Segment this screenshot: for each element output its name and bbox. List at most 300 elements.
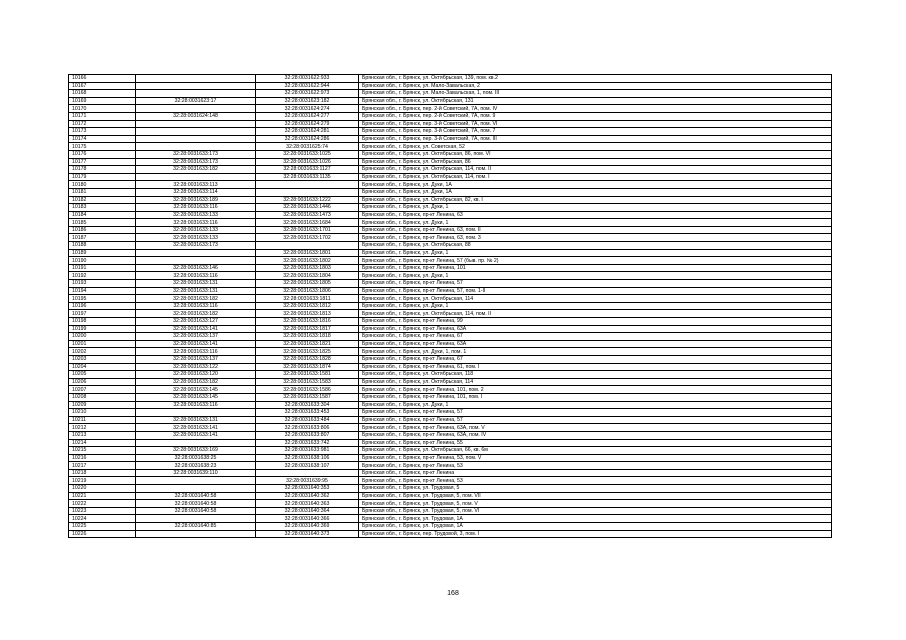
row-number-cell: 10203 [69,355,136,363]
row-number-cell: 10222 [69,500,136,508]
row-number-cell: 10221 [69,492,136,500]
address-cell: Брянская обл., г. Брянск, ул. Мало-Завальская, 2 [359,82,832,90]
address-cell: Брянская обл., г. Брянск, ул. Октябрьская, 114, пом. II [359,166,832,174]
table-row [69,333,832,341]
object-number-cell: 32:28:0031633:807 [256,431,359,439]
row-number-cell: 10190 [69,257,136,265]
object-number-cell: 32:28:0031633:1812 [256,302,359,310]
row-number-cell: 10214 [69,439,136,447]
row-number-cell: 10188 [69,242,136,250]
row-number-cell: 10180 [69,181,136,189]
object-number-cell: 32:28:0031633:1473 [256,211,359,219]
row-number-cell: 10199 [69,325,136,333]
parcel-number-cell: 32:28:0031633:131 [136,416,256,424]
address-cell: Брянская обл., г. Брянск, пр-кт Ленина, 101, пом. I [359,393,832,401]
row-number-cell: 10200 [69,333,136,341]
row-number-cell: 10168 [69,90,136,98]
parcel-number-cell: 32:28:0031623:17 [136,97,256,105]
table-row [69,166,832,174]
address-cell: Брянская обл., г. Брянск, ул. Советская, 52 [359,143,832,151]
object-number-cell: 32:28:0031633:304 [256,401,359,409]
address-cell: Брянская обл., г. Брянск, пр-кт Ленина, 99 [359,318,832,326]
row-number-cell: 10207 [69,386,136,394]
parcel-number-cell: 32:28:0031633:116 [136,348,256,356]
parcel-number-cell: 32:28:0031633:127 [136,318,256,326]
parcel-number-cell: 32:28:0031633:116 [136,302,256,310]
address-cell: Брянская обл., г. Брянск, ул. Октябрьская, 86, пом. VI [359,150,832,158]
parcel-number-cell [136,90,256,98]
parcel-number-cell: 32:28:0031633:116 [136,272,256,280]
table-row [69,150,832,158]
address-cell: Брянская обл., г. Брянск, ул. Октябрьская, 114 [359,295,832,303]
row-number-cell: 10223 [69,507,136,515]
object-number-cell: 32:28:0031640:366 [256,515,359,523]
parcel-number-cell: 32:28:0031633:133 [136,211,256,219]
table-row [69,393,832,401]
object-number-cell: 32:28:0031622:933 [256,75,359,83]
table-row [69,97,832,105]
row-number-cell: 10195 [69,295,136,303]
table-row [69,371,832,379]
row-number-cell: 10224 [69,515,136,523]
row-number-cell: 10182 [69,196,136,204]
address-cell: Брянская обл., г. Брянск, ул. Октябрьская, 88 [359,242,832,250]
parcel-number-cell [136,143,256,151]
parcel-number-cell: 32:28:0031633:182 [136,295,256,303]
table-row [69,507,832,515]
address-cell: Брянская обл., г. Брянск, пр-кт Ленина, 63А [359,340,832,348]
table-row [69,112,832,120]
parcel-number-cell: 32:28:0031633:141 [136,325,256,333]
address-cell: Брянская обл., г. Брянск, ул. Трудовая, 5 [359,485,832,493]
parcel-number-cell: 32:28:0031633:137 [136,355,256,363]
parcel-number-cell: 32:28:0031638:23 [136,462,256,470]
table-row [69,386,832,394]
address-cell: Брянская обл., г. Брянск, ул. Дуки, 1 [359,219,832,227]
object-number-cell: 32:28:0031633:1801 [256,249,359,257]
object-number-cell: 32:28:0031633:1821 [256,340,359,348]
parcel-number-cell: 32:28:0031633:173 [136,242,256,250]
row-number-cell: 10198 [69,318,136,326]
table-row [69,409,832,417]
address-cell: Брянская обл., г. Брянск, ул. Трудовая, 5, пом. VI [359,507,832,515]
address-cell: Брянская обл., г. Брянск, пр-кт Ленина, 55 [359,439,832,447]
parcel-number-cell: 32:28:0031633:189 [136,196,256,204]
address-cell: Брянская обл., г. Брянск, пер. 2-й Советский, 7А, пом. 9 [359,112,832,120]
object-number-cell: 32:28:0031640:362 [256,492,359,500]
object-number-cell: 32:28:0031624:281 [256,128,359,136]
row-number-cell: 10192 [69,272,136,280]
row-number-cell: 10177 [69,158,136,166]
parcel-number-cell: 32:28:0031633:113 [136,181,256,189]
row-number-cell: 10218 [69,469,136,477]
object-number-cell: 32:28:0031639:95 [256,477,359,485]
address-cell: Брянская обл., г. Брянск, пр-кт Ленина, 61, пом. I [359,363,832,371]
object-number-cell: 32:28:0031633:1874 [256,363,359,371]
parcel-number-cell: 32:28:0031640:58 [136,492,256,500]
parcel-number-cell: 32:28:0031639:110 [136,469,256,477]
object-number-cell: 32:28:0031633:1813 [256,310,359,318]
parcel-number-cell: 32:28:0031633:137 [136,333,256,341]
row-number-cell: 10212 [69,424,136,432]
parcel-number-cell [136,409,256,417]
object-number-cell: 32:28:0031633:453 [256,409,359,417]
row-number-cell: 10206 [69,378,136,386]
parcel-number-cell: 32:28:0031633:182 [136,166,256,174]
address-cell: Брянская обл., г. Брянск, ул. Октябрьская, 139, пом. кв.2 [359,75,832,83]
table-row [69,120,832,128]
row-number-cell: 10208 [69,393,136,401]
address-cell: Брянская обл., г. Брянск, пр-кт Ленина, 101 [359,264,832,272]
row-number-cell: 10201 [69,340,136,348]
row-number-cell: 10178 [69,166,136,174]
object-number-cell: 32:28:0031633:1816 [256,318,359,326]
row-number-cell: 10185 [69,219,136,227]
row-number-cell: 10209 [69,401,136,409]
address-cell: Брянская обл., г. Брянск, ул. Трудовая, 5, пом. VII [359,492,832,500]
address-cell: Брянская обл., г. Брянск, пр-кт Ленина, 57 [359,416,832,424]
row-number-cell: 10205 [69,371,136,379]
row-number-cell: 10172 [69,120,136,128]
registry-table [68,74,832,538]
object-number-cell: 32:28:0031633:1581 [256,371,359,379]
parcel-number-cell: 32:28:0031633:182 [136,310,256,318]
parcel-number-cell [136,249,256,257]
table-row [69,492,832,500]
object-number-cell: 32:28:0031633:1135 [256,173,359,181]
parcel-number-cell: 32:28:0031633:182 [136,378,256,386]
object-number-cell: 32:28:0031633:742 [256,439,359,447]
row-number-cell: 10181 [69,188,136,196]
parcel-number-cell: 32:28:0031633:114 [136,188,256,196]
row-number-cell: 10215 [69,447,136,455]
table-row [69,82,832,90]
row-number-cell: 10204 [69,363,136,371]
address-cell: Брянская обл., г. Брянск, пр-кт Ленина, 63А, пом. IV [359,431,832,439]
row-number-cell: 10191 [69,264,136,272]
address-cell: Брянская обл., г. Брянск, ул. Дуки, 1 [359,204,832,212]
table-row [69,234,832,242]
table-row [69,211,832,219]
parcel-number-cell: 32:28:0031633:141 [136,431,256,439]
parcel-number-cell: 32:28:0031640:85 [136,523,256,531]
table-row [69,424,832,432]
object-number-cell: 32:28:0031640:364 [256,507,359,515]
row-number-cell: 10176 [69,150,136,158]
table-row [69,462,832,470]
object-number-cell: 32:28:0031633:1026 [256,158,359,166]
object-number-cell: 32:28:0031633:1702 [256,234,359,242]
address-cell: Брянская обл., г. Брянск, пр-кт Ленина, 57 (быв. пр. № 2) [359,257,832,265]
object-number-cell: 32:28:0031633:1025 [256,150,359,158]
parcel-number-cell: 32:28:0031633:146 [136,264,256,272]
table-row [69,340,832,348]
parcel-number-cell: 32:28:0031633:145 [136,393,256,401]
parcel-number-cell: 32:28:0031633:133 [136,234,256,242]
row-number-cell: 10171 [69,112,136,120]
object-number-cell: 32:28:0031624:277 [256,112,359,120]
address-cell: Брянская обл., г. Брянск, ул. Октябрьская, 114, пом. I [359,173,832,181]
object-number-cell: 32:28:0031633:1806 [256,287,359,295]
parcel-number-cell: 32:28:0031633:116 [136,204,256,212]
address-cell: Брянская обл., г. Брянск, пер. 3-й Советский, 7А, пом. III [359,135,832,143]
object-number-cell: 32:28:0031633:981 [256,447,359,455]
object-number-cell: 32:28:0031625:74 [256,143,359,151]
table-row [69,310,832,318]
address-cell: Брянская обл., г. Брянск, ул. Дуки, 1 [359,302,832,310]
parcel-number-cell: 32:28:0031633:173 [136,158,256,166]
object-number-cell [256,181,359,189]
parcel-number-cell [136,477,256,485]
table-row [69,500,832,508]
row-number-cell: 10217 [69,462,136,470]
object-number-cell: 32:28:0031633:1828 [256,355,359,363]
parcel-number-cell: 32:28:0031633:131 [136,287,256,295]
row-number-cell: 10225 [69,523,136,531]
parcel-number-cell [136,105,256,113]
address-cell: Брянская обл., г. Брянск, пр-кт Ленина, 67 [359,355,832,363]
parcel-number-cell: 32:28:0031633:141 [136,424,256,432]
object-number-cell: 32:28:0031633:1811 [256,295,359,303]
parcel-number-cell: 32:28:0031633:116 [136,219,256,227]
table-row [69,378,832,386]
table-row [69,128,832,136]
parcel-number-cell [136,439,256,447]
address-cell: Брянская обл., г. Брянск, пр-кт Ленина, 53 [359,477,832,485]
parcel-number-cell [136,75,256,83]
address-cell: Брянская обл., г. Брянск, ул. Дуки, 1 [359,401,832,409]
table-row [69,280,832,288]
parcel-number-cell: 32:28:0031638:25 [136,454,256,462]
address-cell: Брянская обл., г. Брянск, ул. Трудовая, 5, пом. V [359,500,832,508]
object-number-cell: 32:28:0031640:373 [256,530,359,538]
table-row [69,469,832,477]
address-cell: Брянская обл., г. Брянск, ул. Дуки, 1А [359,181,832,189]
address-cell: Брянская обл., г. Брянск, пер. 3-й Советский, 7А, пом. VI [359,120,832,128]
table-row [69,477,832,485]
parcel-number-cell: 32:28:0031640:58 [136,507,256,515]
row-number-cell: 10166 [69,75,136,83]
address-cell: Брянская обл., г. Брянск, пер. 3-й Советский, 7А, пом. 7 [359,128,832,136]
object-number-cell: 32:28:0031633:1127 [256,166,359,174]
address-cell: Брянская обл., г. Брянск, ул. Октябрьская, 114 [359,378,832,386]
row-number-cell: 10169 [69,97,136,105]
row-number-cell: 10173 [69,128,136,136]
row-number-cell: 10220 [69,485,136,493]
address-cell: Брянская обл., г. Брянск, ул. Дуки, 1 [359,249,832,257]
object-number-cell: 32:28:0031622:944 [256,82,359,90]
row-number-cell: 10196 [69,302,136,310]
object-number-cell: 32:28:0031640:353 [256,485,359,493]
table-row [69,257,832,265]
table-row [69,287,832,295]
table-row [69,454,832,462]
table-row [69,530,832,538]
address-cell: Брянская обл., г. Брянск, пр-кт Ленина, 63 [359,211,832,219]
parcel-number-cell: 32:28:0031633:131 [136,280,256,288]
object-number-cell: 32:28:0031624:286 [256,135,359,143]
table-row [69,348,832,356]
table-row [69,318,832,326]
table-row [69,143,832,151]
table-row [69,485,832,493]
address-cell: Брянская обл., г. Брянск, пер. 2-й Советский, 7А, пом. IV [359,105,832,113]
object-number-cell: 32:28:0031633:1701 [256,226,359,234]
object-number-cell: 32:28:0031623:182 [256,97,359,105]
table-row [69,447,832,455]
object-number-cell: 32:28:0031633:1684 [256,219,359,227]
table-row [69,249,832,257]
parcel-number-cell: 32:28:0031640:58 [136,500,256,508]
address-cell: Брянская обл., г. Брянск, пр-кт Ленина, 63А, пом. V [359,424,832,432]
parcel-number-cell [136,515,256,523]
row-number-cell: 10174 [69,135,136,143]
address-cell: Брянская обл., г. Брянск, ул. Дуки, 1А [359,188,832,196]
address-cell: Брянская обл., г. Брянск, пр-кт Ленина, 67 [359,333,832,341]
table-row [69,204,832,212]
table-row [69,158,832,166]
parcel-number-cell [136,128,256,136]
table-row [69,173,832,181]
address-cell: Брянская обл., г. Брянск, ул. Октябрьская, 82, кв. I [359,196,832,204]
table-row [69,302,832,310]
row-number-cell: 10226 [69,530,136,538]
parcel-number-cell: 32:28:0031633:145 [136,386,256,394]
row-number-cell: 10202 [69,348,136,356]
address-cell: Брянская обл., г. Брянск, ул. Октябрьская, 114, пом. II [359,310,832,318]
table-row [69,181,832,189]
table-row [69,295,832,303]
table-row [69,355,832,363]
registry-table-body [69,75,832,538]
address-cell: Брянская обл., г. Брянск, пер. Трудовой, 3, пом. I [359,530,832,538]
object-number-cell: 32:28:0031633:1222 [256,196,359,204]
row-number-cell: 10184 [69,211,136,219]
object-number-cell: 32:28:0031633:1586 [256,386,359,394]
table-row [69,272,832,280]
object-number-cell: 32:28:0031633:1805 [256,280,359,288]
row-number-cell: 10186 [69,226,136,234]
table-row [69,363,832,371]
row-number-cell: 10194 [69,287,136,295]
parcel-number-cell: 32:28:0031624:148 [136,112,256,120]
object-number-cell: 32:28:0031633:1802 [256,257,359,265]
row-number-cell: 10189 [69,249,136,257]
page-number: 168 [447,590,459,597]
object-number-cell: 32:28:0031633:1583 [256,378,359,386]
object-number-cell: 32:28:0031633:1818 [256,333,359,341]
object-number-cell [256,242,359,250]
parcel-number-cell: 32:28:0031633:116 [136,401,256,409]
address-cell: Брянская обл., г. Брянск, ул. Октябрьская, 86 [359,158,832,166]
address-cell: Брянская обл., г. Брянск, пр-кт Ленина, 53 [359,462,832,470]
table-row [69,226,832,234]
parcel-number-cell [136,120,256,128]
object-number-cell: 32:28:0031633:806 [256,424,359,432]
table-row [69,135,832,143]
address-cell: Брянская обл., г. Брянск, пр-кт Ленина, 63, пом. 3 [359,234,832,242]
address-cell: Брянская обл., г. Брянск, пр-кт Ленина, 57 [359,280,832,288]
address-cell: Брянская обл., г. Брянск, ул. Дуки, 1 [359,272,832,280]
parcel-number-cell [136,530,256,538]
parcel-number-cell [136,82,256,90]
table-row [69,90,832,98]
table-row [69,523,832,531]
parcel-number-cell: 32:28:0031633:169 [136,447,256,455]
parcel-number-cell: 32:28:0031633:122 [136,363,256,371]
row-number-cell: 10170 [69,105,136,113]
parcel-number-cell: 32:28:0031633:120 [136,371,256,379]
address-cell: Брянская обл., г. Брянск, пр-кт Ленина, 101, пом. 2 [359,386,832,394]
table-row [69,401,832,409]
object-number-cell: 32:28:0031622:973 [256,90,359,98]
object-number-cell: 32:28:0031624:279 [256,120,359,128]
row-number-cell: 10187 [69,234,136,242]
address-cell: Брянская обл., г. Брянск, ул. Трудовая, 1А [359,523,832,531]
object-number-cell: 32:28:0031633:1804 [256,272,359,280]
parcel-number-cell [136,257,256,265]
row-number-cell: 10216 [69,454,136,462]
address-cell: Брянская обл., г. Брянск, пр-кт Ленина, 57 [359,409,832,417]
table-row [69,196,832,204]
object-number-cell: 32:28:0031640:369 [256,523,359,531]
row-number-cell: 10175 [69,143,136,151]
parcel-number-cell [136,173,256,181]
row-number-cell: 10179 [69,173,136,181]
address-cell: Брянская обл., г. Брянск, пр-кт Ленина, 53, пом. V [359,454,832,462]
object-number-cell: 32:28:0031633:1587 [256,393,359,401]
address-cell: Брянская обл., г. Брянск, пр-кт Ленина [359,469,832,477]
address-cell: Брянская обл., г. Брянск, ул. Октябрьская, 118 [359,371,832,379]
row-number-cell: 10183 [69,204,136,212]
object-number-cell: 32:28:0031633:1825 [256,348,359,356]
row-number-cell: 10210 [69,409,136,417]
object-number-cell: 32:28:0031633:1803 [256,264,359,272]
object-number-cell: 32:28:0031638:106 [256,454,359,462]
row-number-cell: 10167 [69,82,136,90]
table-row [69,431,832,439]
parcel-number-cell [136,135,256,143]
table-row [69,325,832,333]
table-row [69,264,832,272]
table-row [69,515,832,523]
table-row [69,188,832,196]
address-cell: Брянская обл., г. Брянск, ул. Октябрьская, 131 [359,97,832,105]
object-number-cell: 32:28:0031633:1446 [256,204,359,212]
table-row [69,75,832,83]
row-number-cell: 10193 [69,280,136,288]
object-number-cell: 32:28:0031633:1817 [256,325,359,333]
row-number-cell: 10197 [69,310,136,318]
table-row [69,219,832,227]
parcel-number-cell: 32:28:0031633:133 [136,226,256,234]
address-cell: Брянская обл., г. Брянск, ул. Октябрьская, 66, кв. 6м [359,447,832,455]
address-cell: Брянская обл., г. Брянск, пр-кт Ленина, 63, пом. II [359,226,832,234]
table-row [69,439,832,447]
parcel-number-cell: 32:28:0031633:141 [136,340,256,348]
table-row [69,105,832,113]
object-number-cell [256,469,359,477]
object-number-cell: 32:28:0031640:363 [256,500,359,508]
object-number-cell: 32:28:0031624:274 [256,105,359,113]
address-cell: Брянская обл., г. Брянск, ул. Дуки, 1, пом. 1 [359,348,832,356]
table-row [69,416,832,424]
row-number-cell: 10213 [69,431,136,439]
address-cell: Брянская обл., г. Брянск, ул. Трудовая, 1А [359,515,832,523]
table-row [69,242,832,250]
object-number-cell: 32:28:0031638:107 [256,462,359,470]
row-number-cell: 10219 [69,477,136,485]
